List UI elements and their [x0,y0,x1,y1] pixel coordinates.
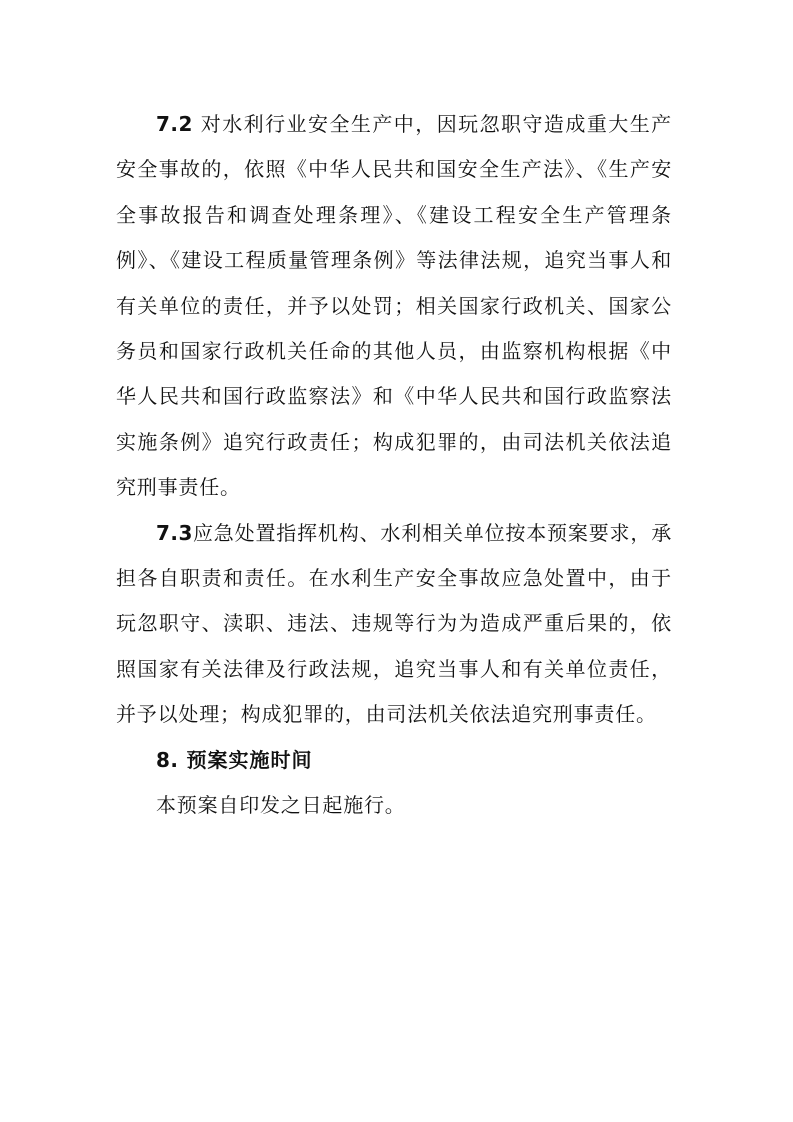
section-text: 对水利行业安全生产中，因玩忽职守造成重大生产安全事故的，依照《中华人民共和国安全生产法》、《生产安全事故报告和调查处理条理》、《建设工程安全生产管理条例》、《建设工程质量管理条例》等法律法规，追究当事人和有关单位的责任，并予以处罚；相关国家行政机关、国家公务员和国家行政机关任命的其他人员，由监察机构根据《中华人民共和国行政监察法》和《中华人民共和国行政监察法实施条例》追究行政责任；构成犯罪的，由司法机关依法追究刑事责任。 [116,112,672,500]
section-number: 7.3 [156,520,193,545]
document-body [116,102,672,829]
section-7-3-paragraph [116,511,672,738]
section-8-heading [116,738,672,783]
closing-paragraph: 本预案自印发之日起施行。 [156,793,406,818]
section-7-2-paragraph [116,102,672,511]
section-number: 7.2 [156,112,193,136]
section-text: 应急处置指挥机构、水利相关单位按本预案要求，承担各自职责和责任。在水利生产安全事故应急处置中，由于玩忽职守、渎职、违法、违规等行为为造成严重后果的，依照国家有关法律及行政法规，追究当事人和有关单位责任，并予以处理；构成犯罪的，由司法机关依法追究刑事责任。 [116,520,672,727]
heading-number: 8. [156,747,179,772]
heading-title: 预案实施时间 [186,747,313,772]
